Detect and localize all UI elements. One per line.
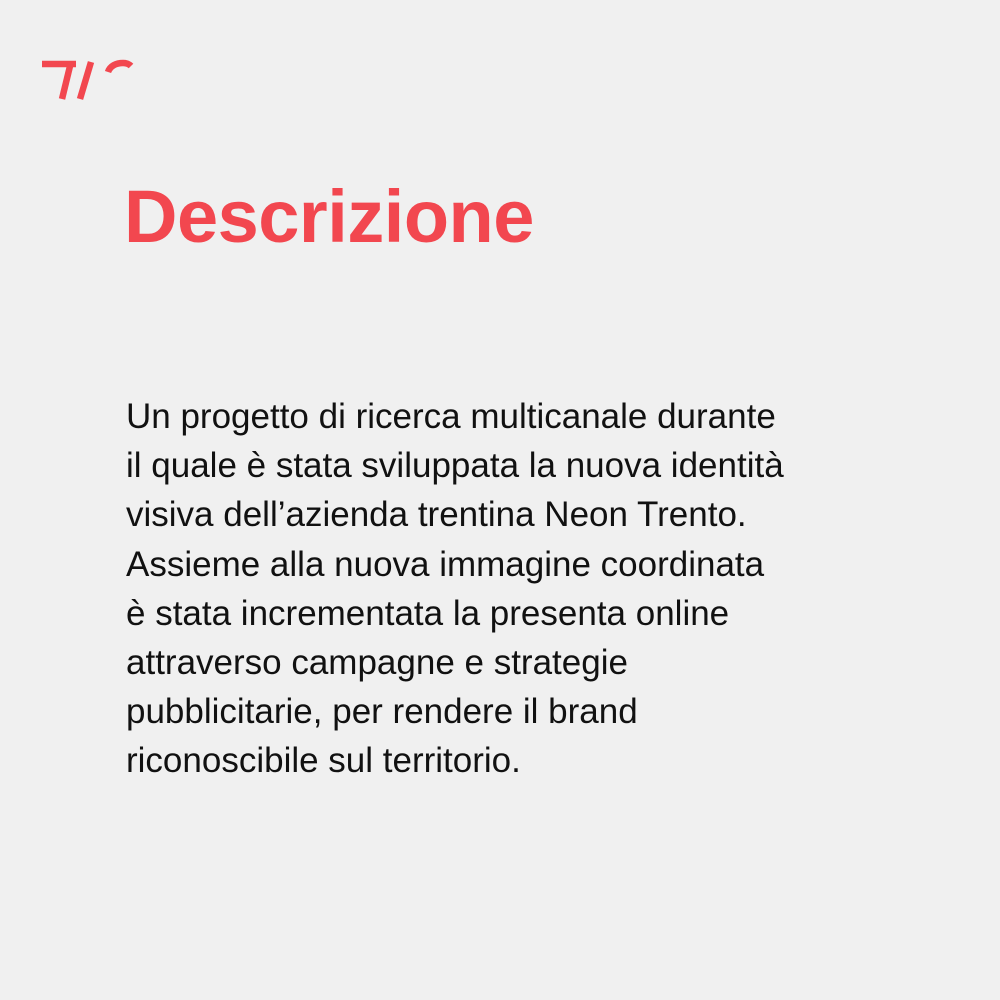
description-line: è stata incrementata la presenta online	[126, 593, 730, 633]
description-line: visiva dell’azienda trentina Neon Trento.	[126, 495, 747, 535]
description-line: riconoscibile sul territorio.	[126, 741, 521, 781]
page-title: Descrizione	[124, 175, 534, 258]
logo-icon	[40, 58, 134, 100]
description-line: il quale è stata sviluppata la nuova identità	[126, 446, 784, 486]
description-line: attraverso campagne e strategie	[126, 643, 628, 683]
brand-logo	[40, 58, 134, 100]
description-paragraph	[126, 392, 886, 786]
description-line: Un progetto di ricerca multicanale durante	[126, 397, 776, 436]
description-line: Assieme alla nuova immagine coordinata	[126, 544, 765, 584]
description-line: pubblicitarie, per rendere il brand	[126, 692, 638, 732]
